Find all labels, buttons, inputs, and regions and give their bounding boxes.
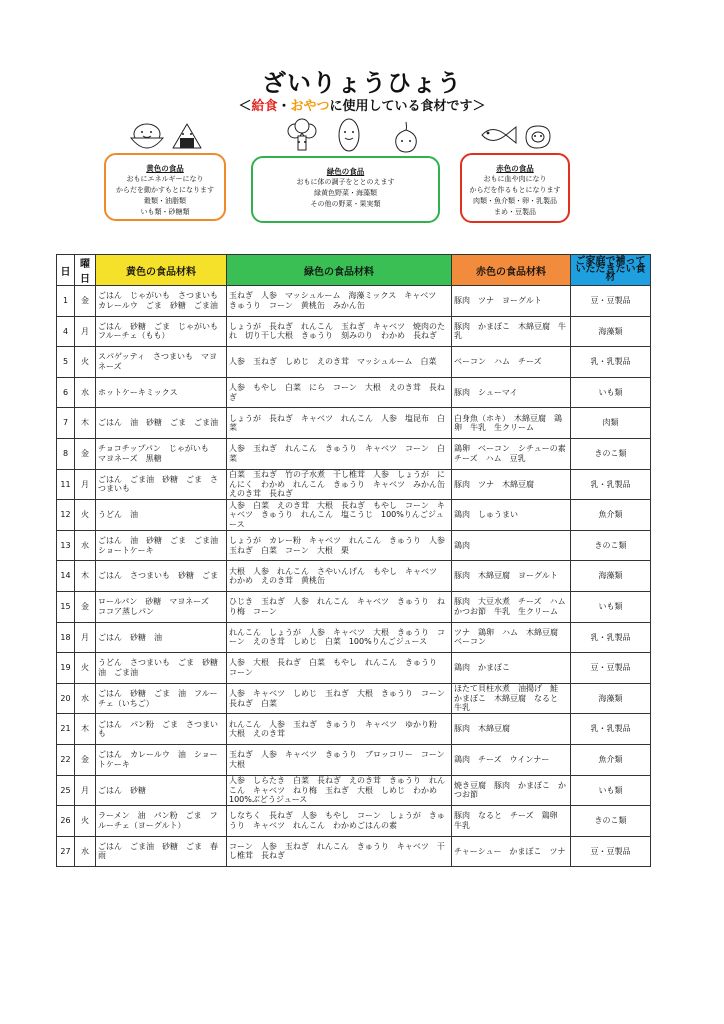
day-cell: 6	[57, 377, 75, 408]
red-ingredients-cell: 豚肉 ツナ 木綿豆腐	[452, 469, 571, 500]
green-ingredients-cell: 人参 白菜 えのき茸 大根 長ねぎ もやし コーン キャベツ きゅうり れんこん 塩こうじ 100%りんごジュース	[227, 500, 452, 531]
header-home: ご家庭で補っていただきたい食材	[571, 255, 651, 286]
table-row	[57, 469, 651, 500]
yellow-ingredients-cell: うどん 油	[96, 500, 227, 531]
red-ingredients-cell: 豚肉 シューマイ	[452, 377, 571, 408]
day-cell: 12	[57, 500, 75, 531]
yellow-ingredients-cell: ごはん 砂糖 油	[96, 622, 227, 653]
subtitle-oyatsu: おやつ	[290, 99, 330, 114]
green-group-line: その他の野菜・果実類	[310, 200, 381, 208]
red-ingredients-cell: 豚肉 木綿豆腐	[452, 714, 571, 745]
rice-bowl-icon	[127, 120, 167, 154]
home-food-cell: 乳・乳製品	[571, 347, 651, 378]
red-ingredients-cell: 鶏肉 チーズ ウインナー	[452, 744, 571, 775]
day-cell: 14	[57, 561, 75, 592]
header-weekday: 曜日	[75, 255, 96, 286]
table-row	[57, 683, 651, 714]
weekday-cell: 月	[75, 469, 96, 500]
table-row	[57, 806, 651, 837]
home-food-cell: 豆・豆製品	[571, 653, 651, 684]
table-row	[57, 653, 651, 684]
red-ingredients-cell: 豚肉 ツナ ヨーグルト	[452, 286, 571, 317]
day-cell: 5	[57, 347, 75, 378]
home-food-cell: 乳・乳製品	[571, 622, 651, 653]
subtitle-dot: ・	[277, 99, 291, 114]
broccoli-icon	[284, 118, 320, 154]
red-ingredients-cell: 鶏卵 ベーコン シチューの素 チーズ ハム 豆乳	[452, 438, 571, 469]
green-ingredients-cell: 人参 しらたき 白菜 長ねぎ えのき茸 きゅうり れんこん キャベツ ねり梅 玉ねぎ 大根 しめじ わかめ 100%ぶどうジュース	[227, 775, 452, 806]
day-cell: 21	[57, 714, 75, 745]
weekday-cell: 木	[75, 561, 96, 592]
yellow-ingredients-cell: ごはん 砂糖 ごま じゃがいも フルーチェ（もも）	[96, 316, 227, 347]
green-ingredients-cell: 玉ねぎ 人参 キャベツ きゅうり ブロッコリー コーン 大根	[227, 744, 452, 775]
table-row	[57, 347, 651, 378]
table-row	[57, 591, 651, 622]
day-cell: 20	[57, 683, 75, 714]
home-food-cell: 魚介類	[571, 500, 651, 531]
table-row	[57, 316, 651, 347]
day-cell: 25	[57, 775, 75, 806]
green-ingredients-cell: しょうが 長ねぎ キャベツ れんこん 人参 塩昆布 白菜	[227, 408, 452, 439]
weekday-cell: 水	[75, 377, 96, 408]
weekday-cell: 金	[75, 591, 96, 622]
subtitle-open: ＜	[238, 99, 252, 114]
subtitle-kyushoku: 給食	[251, 99, 278, 114]
red-ingredients-cell: ほたて貝柱水煮 油揚げ 鮭 かまぼこ 木綿豆腐 なると 牛乳	[452, 683, 571, 714]
green-group-title: 緑色の食品	[326, 167, 365, 176]
red-ingredients-cell: ツナ 鶏卵 ハム 木綿豆腐 ベーコン	[452, 622, 571, 653]
page-title: ざいりょうひょう	[262, 69, 462, 97]
red-ingredients-cell: 鶏肉 かまぼこ	[452, 653, 571, 684]
green-ingredients-cell: しょうが 長ねぎ れんこん 玉ねぎ キャベツ 焼肉のたれ 切り干し大根 きゅうり 刻みのり わかめ 長ねぎ	[227, 316, 452, 347]
green-ingredients-cell: れんこん しょうが 人参 キャベツ 大根 きゅうり コーン えのき茸 しめじ 白菜 100%りんごジュース	[227, 622, 452, 653]
weekday-cell: 月	[75, 622, 96, 653]
weekday-cell: 火	[75, 500, 96, 531]
yellow-ingredients-cell: ごはん パン粉 ごま さつまいも	[96, 714, 227, 745]
weekday-cell: 水	[75, 836, 96, 867]
table-body	[57, 286, 651, 867]
fish-icon	[478, 122, 518, 148]
home-food-cell: いも類	[571, 775, 651, 806]
home-food-cell: きのこ類	[571, 438, 651, 469]
red-ingredients-cell: 焼き豆腐 豚肉 かまぼこ かつお節	[452, 775, 571, 806]
yellow-ingredients-cell: ごはん ごま油 砂糖 ごま さつまいも	[96, 469, 227, 500]
red-ingredients-cell: 鶏肉	[452, 530, 571, 561]
weekday-cell: 火	[75, 806, 96, 837]
red-ingredients-cell: 豚肉 なると チーズ 鶏卵 牛乳	[452, 806, 571, 837]
weekday-cell: 金	[75, 438, 96, 469]
red-ingredients-cell: 白身魚（ホキ） 木綿豆腐 鶏卵 牛乳 生クリーム	[452, 408, 571, 439]
red-group-box	[460, 153, 570, 223]
meat-icon	[520, 122, 554, 152]
yellow-ingredients-cell: チョコチップパン じゃがいも マヨネーズ 黒糖	[96, 438, 227, 469]
red-group-line: おもに血や肉になり	[483, 175, 547, 183]
onion-icon	[392, 120, 420, 154]
weekday-cell: 火	[75, 347, 96, 378]
yellow-group-line: 穀類・油脂類	[144, 197, 186, 205]
home-food-cell: いも類	[571, 591, 651, 622]
header-green: 緑色の食品材料	[227, 255, 452, 286]
home-food-cell: 豆・豆製品	[571, 286, 651, 317]
green-ingredients-cell: 大根 人参 れんこん さやいんげん もやし キャベツ わかめ えのき茸 黄桃缶	[227, 561, 452, 592]
red-group-line: 肉類・魚介類・卵・乳製品	[473, 197, 557, 205]
yellow-ingredients-cell: ロールパン 砂糖 マヨネーズ ココア蒸しパン	[96, 591, 227, 622]
table-row	[57, 438, 651, 469]
red-ingredients-cell: 豚肉 木綿豆腐 ヨーグルト	[452, 561, 571, 592]
ingredients-table	[56, 254, 651, 867]
yellow-group-box	[104, 153, 226, 221]
red-group-title: 赤色の食品	[496, 164, 534, 173]
weekday-cell: 火	[75, 653, 96, 684]
red-ingredients-cell: ベーコン ハム チーズ	[452, 347, 571, 378]
green-ingredients-cell: コーン 人参 玉ねぎ れんこん きゅうり キャベツ 干し椎茸 長ねぎ	[227, 836, 452, 867]
table-row	[57, 286, 651, 317]
yellow-ingredients-cell: ごはん 砂糖 ごま 油 フルーチェ（いちご）	[96, 683, 227, 714]
home-food-cell: 豆・豆製品	[571, 836, 651, 867]
weekday-cell: 木	[75, 714, 96, 745]
table-row	[57, 744, 651, 775]
green-ingredients-cell: しょうが カレー粉 キャベツ れんこん きゅうり 人参 玉ねぎ 白菜 コーン 大根 栗	[227, 530, 452, 561]
green-ingredients-cell: 人参 もやし 白菜 にら コーン 大根 えのき茸 長ねぎ	[227, 377, 452, 408]
home-food-cell: きのこ類	[571, 806, 651, 837]
yellow-ingredients-cell: ラーメン 油 パン粉 ごま フルーチェ（ヨーグルト）	[96, 806, 227, 837]
home-food-cell: 海藻類	[571, 316, 651, 347]
table-row	[57, 530, 651, 561]
yellow-ingredients-cell: ごはん 砂糖	[96, 775, 227, 806]
yellow-ingredients-cell: うどん さつまいも ごま 砂糖 油 ごま油	[96, 653, 227, 684]
home-food-cell: 魚介類	[571, 744, 651, 775]
day-cell: 4	[57, 316, 75, 347]
yellow-ingredients-cell: ごはん カレールウ 油 ショートケーキ	[96, 744, 227, 775]
home-food-cell: きのこ類	[571, 530, 651, 561]
weekday-cell: 月	[75, 316, 96, 347]
red-ingredients-cell: 鶏肉 しゅうまい	[452, 500, 571, 531]
table-row	[57, 500, 651, 531]
subtitle-rest: に使用している食材です＞	[329, 99, 486, 114]
table-row	[57, 622, 651, 653]
page-subtitle	[0, 95, 724, 114]
weekday-cell: 水	[75, 683, 96, 714]
yellow-ingredients-cell: ごはん じゃがいも さつまいも カレールウ ごま 砂糖 ごま油	[96, 286, 227, 317]
weekday-cell: 月	[75, 775, 96, 806]
yellow-ingredients-cell: ごはん 油 砂糖 ごま ごま油	[96, 408, 227, 439]
weekday-cell: 木	[75, 408, 96, 439]
yellow-ingredients-cell: ごはん ごま油 砂糖 ごま 春雨	[96, 836, 227, 867]
day-cell: 7	[57, 408, 75, 439]
table-row	[57, 836, 651, 867]
table-row	[57, 377, 651, 408]
yellow-ingredients-cell: スパゲッティ さつまいも マヨネーズ	[96, 347, 227, 378]
home-food-cell: 乳・乳製品	[571, 469, 651, 500]
weekday-cell: 金	[75, 744, 96, 775]
red-ingredients-cell: 豚肉 大豆水煮 チーズ ハム かつお節 牛乳 生クリーム	[452, 591, 571, 622]
day-cell: 22	[57, 744, 75, 775]
green-ingredients-cell: れんこん 人参 玉ねぎ きゅうり キャベツ ゆかり粉 大根 えのき茸	[227, 714, 452, 745]
green-group-box	[251, 156, 440, 223]
day-cell: 8	[57, 438, 75, 469]
header-yellow: 黄色の食品材料	[96, 255, 227, 286]
day-cell: 27	[57, 836, 75, 867]
potato-icon	[336, 116, 362, 154]
day-cell: 26	[57, 806, 75, 837]
yellow-group-line: からだを動かすもとになります	[116, 186, 214, 194]
weekday-cell: 水	[75, 530, 96, 561]
red-ingredients-cell: チャーシュー かまぼこ ツナ	[452, 836, 571, 867]
green-ingredients-cell: 玉ねぎ 人参 マッシュルーム 海藻ミックス キャベツ きゅうり コーン 黄桃缶 みかん缶	[227, 286, 452, 317]
green-group-line: 緑黄色野菜・海藻類	[314, 189, 377, 197]
header-day: 日	[57, 255, 75, 286]
yellow-group-line: いも類・砂糖類	[140, 208, 190, 216]
day-cell: 15	[57, 591, 75, 622]
green-ingredients-cell: 白菜 玉ねぎ 竹の子水煮 干し椎茸 人参 しょうが にんにく わかめ れんこん きゅうり キャベツ みかん缶 えのき茸 長ねぎ	[227, 469, 452, 500]
red-group-line: まめ・豆製品	[494, 208, 536, 216]
red-ingredients-cell: 豚肉 かまぼこ 木綿豆腐 牛乳	[452, 316, 571, 347]
table-row	[57, 775, 651, 806]
yellow-ingredients-cell: ホットケーキミックス	[96, 377, 227, 408]
home-food-cell: 海藻類	[571, 561, 651, 592]
red-group-line: からだを作るもとになります	[469, 186, 561, 194]
table-row	[57, 714, 651, 745]
table-row	[57, 408, 651, 439]
home-food-cell: 海藻類	[571, 683, 651, 714]
day-cell: 11	[57, 469, 75, 500]
green-ingredients-cell: 人参 キャベツ しめじ 玉ねぎ 大根 きゅうり コーン 長ねぎ 白菜	[227, 683, 452, 714]
yellow-group-line: おもにエネルギーになり	[126, 175, 204, 183]
day-cell: 19	[57, 653, 75, 684]
day-cell: 13	[57, 530, 75, 561]
green-ingredients-cell: 人参 玉ねぎ れんこん きゅうり キャベツ コーン 白菜	[227, 438, 452, 469]
home-food-cell: 乳・乳製品	[571, 714, 651, 745]
rice-ball-icon	[170, 120, 204, 154]
yellow-ingredients-cell: ごはん 油 砂糖 ごま ごま油 ショートケーキ	[96, 530, 227, 561]
green-ingredients-cell: しなちく 長ねぎ 人参 もやし コーン しょうが きゅうり キャベツ れんこん わかめごはんの素	[227, 806, 452, 837]
green-ingredients-cell: ひじき 玉ねぎ 人参 れんこん キャベツ きゅうり ねり梅 コーン	[227, 591, 452, 622]
green-ingredients-cell: 人参 玉ねぎ しめじ えのき茸 マッシュルーム 白菜	[227, 347, 452, 378]
yellow-group-title: 黄色の食品	[146, 164, 184, 173]
home-food-cell: 肉類	[571, 408, 651, 439]
green-group-line: おもに体の調子をととのえます	[296, 178, 395, 186]
home-food-cell: いも類	[571, 377, 651, 408]
yellow-ingredients-cell: ごはん さつまいも 砂糖 ごま	[96, 561, 227, 592]
weekday-cell: 金	[75, 286, 96, 317]
header-red: 赤色の食品材料	[452, 255, 571, 286]
green-ingredients-cell: 人参 大根 長ねぎ 白菜 もやし れんこん きゅうり コーン	[227, 653, 452, 684]
table-row	[57, 561, 651, 592]
day-cell: 1	[57, 286, 75, 317]
day-cell: 18	[57, 622, 75, 653]
